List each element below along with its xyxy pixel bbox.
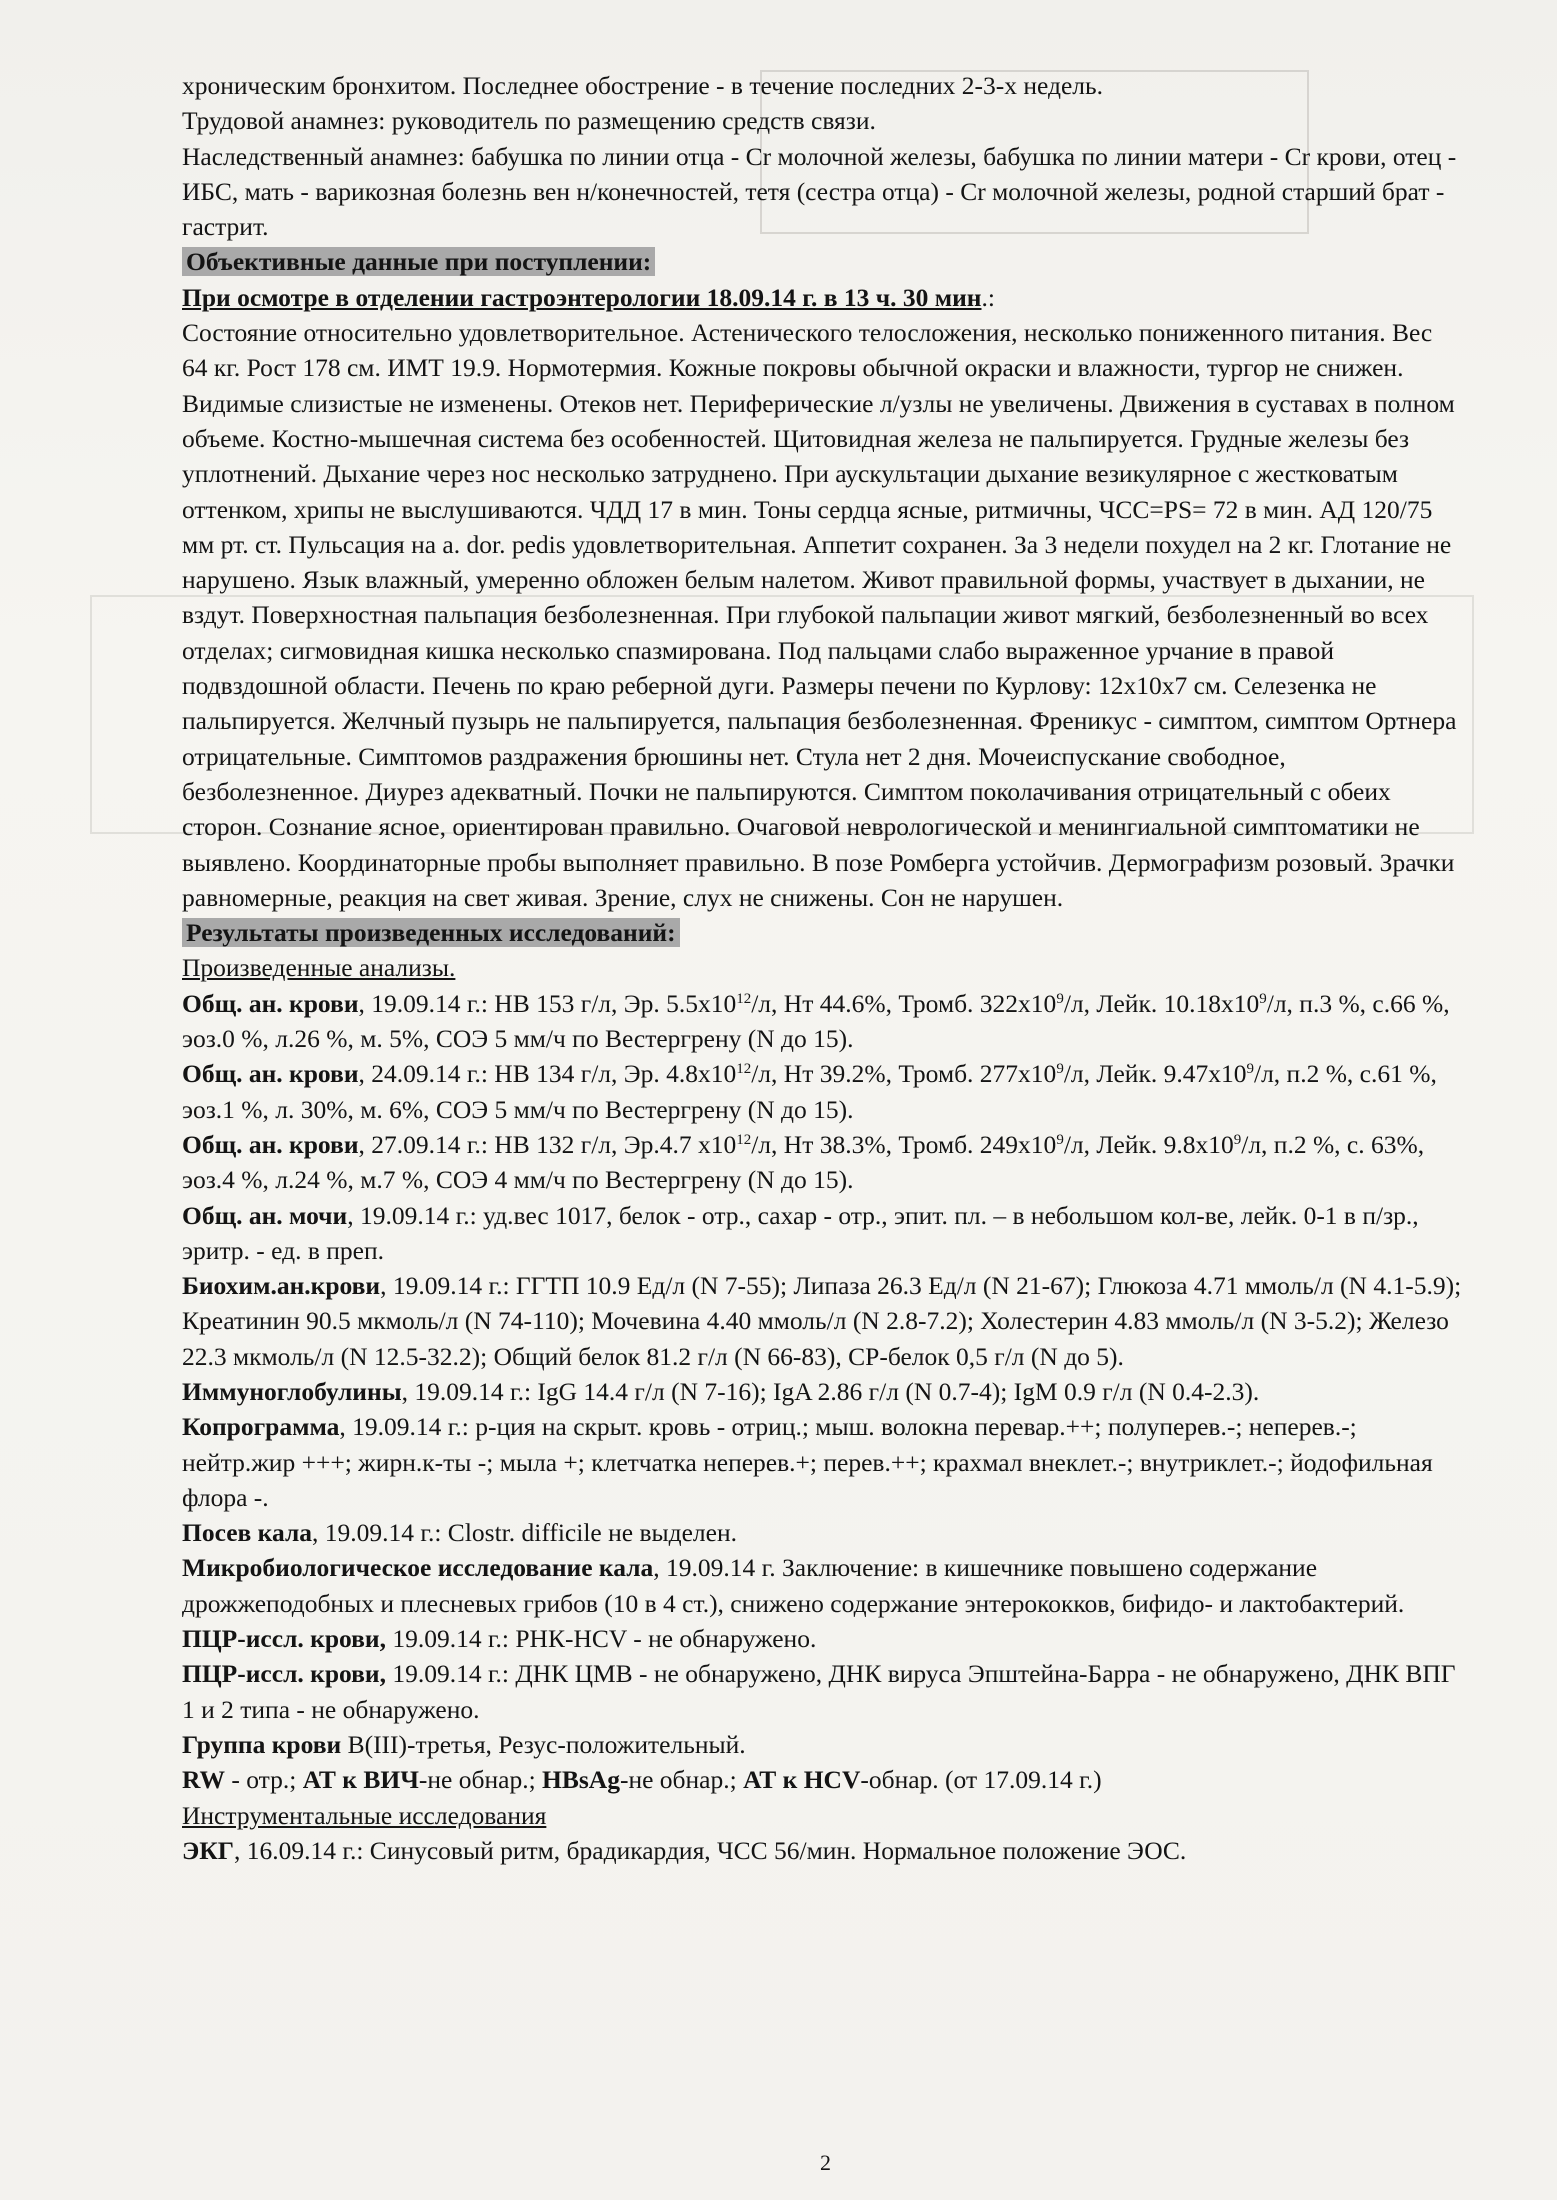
urinalysis-entry: Общ. ан. мочи, 19.09.14 г.: уд.вес 1017, белок - отр., сахар - отр., эпит. пл. – в небольшом кол-ве, лейк. 0-1 в п/зр., эритр. - ед. в преп. — [182, 1200, 1419, 1265]
section-heading-results: Результаты произведенных исследований: — [182, 918, 680, 947]
instrumental-heading: Инструментальные исследования — [182, 1800, 547, 1830]
exam-subheading: При осмотре в отделении гастроэнтерологии 18.09.14 г. в 13 ч. 30 мин — [182, 282, 982, 312]
section-heading-objective: Объективные данные при поступлении: — [182, 247, 655, 276]
coprogram-entry: Копрограмма, 19.09.14 г.: р-ция на скрыт. кровь - отриц.; мыш. волокна перевар.++; полуперев.-; неперев.-; нейтр.жир +++; жирн.к-ты -; мыла +; клетчатка неперев.+; перев.++; крахмал внеклет.-; внутриклет.-; йодофильная флора -. — [182, 1412, 1433, 1512]
biochemistry-entry: Биохим.ан.крови, 19.09.14 г.: ГГТП 10.9 Ед/л (N 7-55); Липаза 26.3 Ед/л (N 21-67); Глюкоза 4.71 ммоль/л (N 4.1-5.9); Креатинин 90.5 мкмоль/л (N 74-110); Мочевина 4.40 ммоль/л (N 2.8-7.2); Холестерин 4.83 ммоль/л (N 3-5.2); Железо 22.3 мкмоль/л (N 12.5-32.2); Общий белок 81.2 г/л (N 66-83), СР-белок 0,5 г/л (N до 5). — [182, 1271, 1462, 1371]
blood-group-entry: Группа крови В(III)-третья, Резус-положительный. — [182, 1729, 746, 1759]
page-number: 2 — [820, 2150, 831, 2175]
immunoglobulins-entry: Иммуноглобулины, 19.09.14 г.: IgG 14.4 г/л (N 7-16); IgA 2.86 г/л (N 0.7-4); IgM 0.9 г/л (N 0.4-2.3). — [182, 1376, 1260, 1406]
document-body: хроническим бронхитом. Последнее обострение - в течение последних 2-3-х недель. Трудовой анамнез: руководитель по размещению средств связи. Наследственный анамнез: бабушка по линии отца - Cr молочной железы, бабушка по линии матери - Cr крови, отец - ИБС, мать - варикозная болезнь вен н/конечностей, тетя (сестра отца) - Cr молочной железы, родной старший брат - гастрит. Объективные данные при поступлении: При осмотре в отделении гастроэнтерологии 18.09.14 г. в 13 ч. 30 мин.: Состояние относительно удовлетворительное. Астенического телосложения, несколько пониженного питания. Вес 64 кг. Рост 178 см. ИМТ 19.9. Нормотермия. Кожные покровы обычной окраски и влажности, тургор не снижен. Видимые слизистые не изменены. Отеков нет. Периферические л/узлы не увеличены. Движения в суставах в полном объеме. Костно-мышечная система без особенностей. Щитовидная железа не пальпируется. Грудные железы без уплотнений. Дыхание через нос несколько затруднено. При аускультации дыхание везикулярное с жестковатым оттенком, хрипы не выслушиваются. ЧДД 17 в мин. Тоны сердца ясные, ритмичны, ЧСС=PS= 72 в мин. АД 120/75 мм рт. ст. Пульсация на a. dor. pedis удовлетворительная. Аппетит сохранен. За 3 недели похудел на 2 кг. Глотание не нарушено. Язык влажный, умеренно обложен белым налетом. Живот правильной формы, участвует в дыхании, не вздут. Поверхностная пальпация безболезненная. При глубокой пальпации живот мягкий, безболезненный во всех отделах; сигмовидная кишка несколько спазмирована. Под пальцами слабо выраженное урчание в правой подвздошной области. Печень по краю реберной дуги. Размеры печени по Курлову: 12х10х7 см. Селезенка не пальпируется. Желчный пузырь не пальпируется, пальпация безболезненная. Френикус - симптом, симптом Ортнера отрицательные. Симптомов раздражения брюшины нет. Стула нет 2 дня. Мочеиспускание свободное, безболезненное. Диурез адекватный. Почки не пальпируются. Симптом поколачивания отрицательный с обеих сторон. Сознание ясное, ориентирован правильно. Очаговой неврологической и менингиальной симптоматики не выявлено. Координаторные пробы выполняет правильно. В позе Ромберга устойчив. Дермографизм розовый. Зрачки равномерные, реакция на свет живая. Зрение, слух не снижены. Сон не нарушен. Результаты произведенных исследований: Произведенные анализы. Общ. ан. крови, 19.09.14 г.: НВ 153 г/л, Эр. $5.5х10^{12}/л$, Нт 44.6%, Тромб. $322х10^9/л$, Лейк. $10.18х10^9/л$, п.3 %, с.66 %, эоз.0 %, л.26 %, м. 5%, СОЭ 5 мм/ч по Вестергрену (N до 15). Общ. ан. крови, 24.09.14 г.: НВ 134 г/л, Эр. $4.8х10^{12}/л$, Нт 39.2%, Тромб. $277х10^9/л$, Лейк. $9.47х10^9/л$, п.2 %, с.61 %, эоз.1 %, л. 30%, м. 6%, СОЭ 5 мм/ч по Вестергрену (N до 15). Общ. ан. крови, 27.09.14 г.: НВ 132 г/л, Эр.4.7 $х10^{12}/л$, Нт 38.3%, Тромб. $249х10^9/л$, Лейк. $9.8х10^9/л$, п.2 %, с. 63%, эоз.4 %, л.24 %, м.7 %, СОЭ 4 мм/ч по Вестергрену (N до 15). Общ. ан. мочи, 19.09.14 г.: уд.вес 1017, белок - отр., сахар - отр., эпит. пл. – в небольшом кол-ве, лейк. 0-1 в п/зр., эритр. - ед. в преп. Биохим.ан.крови, 19.09.14 г.: ГГТП 10.9 Ед/л (N 7-55); Липаза 26.3 Ед/л (N 21-67); Глюкоза 4.71 ммоль/л (N 4.1-5.9); Креатинин 90.5 мкмоль/л (N 74-110); Мочевина 4.40 ммоль/л (N 2.8-7.2); Холестерин 4.83 ммоль/л (N 3-5.2); Железо 22.3 мкмоль/л (N 12.5-32.2); Общий белок 81.2 г/л (N 66-83), СР-белок 0,5 г/л (N до 5). Иммуноглобулины, 19.09.14 г.: IgG 14.4 г/л (N 7-16); IgA 2.86 г/л (N 0.7-4); IgM 0.9 г/л (N 0.4-2.3). Копрограмма, 19.09.14 г.: р-ция на скрыт. кровь - отриц.; мыш. волокна перевар.++; полуперев.-; неперев.-; нейтр.жир +++; жирн.к-ты -; мыла +; клетчатка неперев.+; перев.++; крахмал внеклет.-; внутриклет.-; йодофильная флора -. Посев кала, 19.09.14 г.: Clostr. difficile не выделен. Микробиологическое исследование кала, 19.09.14 г. Заключение: в кишечнике повышено содержание дрожжеподобных и плесневых грибов (10 в 4 ст.), снижено содержание энтерококков, бифидо- и лактобактерий. ПЦР-иссл. крови, 19.09.14 г.: РНК-HCV - не обнаружено. ПЦР-иссл. крови, 19.09.14 г.: ДНК ЦМВ - не обнаружено, ДНК вируса Эпштейна-Барра - не обнаружено, ДНК ВПГ 1 и 2 типа - не обнаружено. Группа крови В(III)-третья, Резус-положительный. RW - отр.; АТ к ВИЧ-не обнар.; HBsAg-не обнар.; АТ к HCV-обнар. (от 17.09.14 г.) Инструментальные исследования ЭКГ, 16.09.14 г.: Синусовый ритм, брадикардия, ЧСС 56/мин. Нормальное положение ЭОС. — [182, 68, 1462, 1868]
cbc-entry-2: Общ. ан. крови, 24.09.14 г.: НВ 134 г/л, Эр. $4.8х10^{12}/л$, Нт 39.2%, Тромб. $277х10^9/л$, Лейк. $9.47х10^9/л$, п.2 %, с.61 %, эоз.1 %, л. 30%, м. 6%, СОЭ 5 мм/ч по Вестергрену (N до 15). — [182, 1059, 1437, 1124]
family-history: Наследственный анамнез: бабушка по линии отца - Cr молочной железы, бабушка по линии матери - Cr крови, отец - ИБС, мать - варикозная болезнь вен н/конечностей, тетя (сестра отца) - Cr молочной железы, родной старший брат - гастрит. — [182, 141, 1457, 242]
ecg-entry: ЭКГ, 16.09.14 г.: Синусовый ритм, брадикардия, ЧСС 56/мин. Нормальное положение ЭОС. — [182, 1835, 1187, 1865]
stool-culture-entry: Посев кала, 19.09.14 г.: Clostr. difficile не выделен. — [182, 1518, 737, 1548]
cbc-entry-3: Общ. ан. крови, 27.09.14 г.: НВ 132 г/л, Эр.4.7 $х10^{12}/л$, Нт 38.3%, Тромб. $249х10^9/л$, Лейк. $9.8х10^9/л$, п.2 %, с. 63%, эоз.4 %, л.24 %, м.7 %, СОЭ 4 мм/ч по Вестергрену (N до 15). — [182, 1129, 1425, 1195]
serology-entry: RW - отр.; АТ к ВИЧ-не обнар.; HBsAg-не обнар.; АТ к HCV-обнар. (от 17.09.14 г.) — [182, 1765, 1102, 1795]
analyses-heading: Произведенные анализы. — [182, 953, 456, 983]
cbc-entry-1: Общ. ан. крови, 19.09.14 г.: НВ 153 г/л, Эр. $5.5х10^{12}/л$, Нт 44.6%, Тромб. $322х10^9/л$, Лейк. $10.18х10^9/л$, п.3 %, с.66 %, эоз.0 %, л.26 %, м. 5%, СОЭ 5 мм/ч по Вестергрену (N до 15). — [182, 988, 1450, 1054]
pcr-entry-1: ПЦР-иссл. крови, 19.09.14 г.: РНК-HCV - не обнаружено. — [182, 1624, 817, 1654]
pcr-entry-2: ПЦР-иссл. крови, 19.09.14 г.: ДНК ЦМВ - не обнаружено, ДНК вируса Эпштейна-Барра - не обнаружено, ДНК ВПГ 1 и 2 типа - не обнаружено. — [182, 1659, 1456, 1724]
work-history: Трудовой анамнез: руководитель по размещению средств связи. — [182, 106, 876, 136]
microbiology-entry: Микробиологическое исследование кала, 19.09.14 г. Заключение: в кишечнике повышено содержание дрожжеподобных и плесневых грибов (10 в 4 ст.), снижено содержание энтерококков, бифидо- и лактобактерий. — [182, 1553, 1405, 1618]
intro-line-1: хроническим бронхитом. Последнее обострение - в течение последних 2-3-х недель. — [182, 71, 1104, 100]
objective-text: Состояние относительно удовлетворительное. Астенического телосложения, несколько пониженного питания. Вес 64 кг. Рост 178 см. ИМТ 19.9. Нормотермия. Кожные покровы обычной окраски и влажности, тургор не снижен. Видимые слизистые не изменены. Отеков нет. Периферические л/узлы не увеличены. Движения в суставах в полном объеме. Костно-мышечная система без особенностей. Щитовидная железа не пальпируется. Грудные железы без уплотнений. Дыхание через нос несколько затруднено. При аускультации дыхание везикулярное с жестковатым оттенком, хрипы не выслушиваются. ЧДД 17 в мин. Тоны сердца ясные, ритмичны, ЧСС=PS= 72 в мин. АД 120/75 мм рт. ст. Пульсация на a. dor. pedis удовлетворительная. Аппетит сохранен. За 3 недели похудел на 2 кг. Глотание не нарушено. Язык влажный, умеренно обложен белым налетом. Живот правильной формы, участвует в дыхании, не вздут. Поверхностная пальпация безболезненная. При глубокой пальпации живот мягкий, безболезненный во всех отделах; сигмовидная кишка несколько спазмирована. Под пальцами слабо выраженное урчание в правой подвздошной области. Печень по краю реберной дуги. Размеры печени по Курлову: 12х10х7 см. Селезенка не пальпируется. Желчный пузырь не пальпируется, пальпация безболезненная. Френикус - симптом, симптом Ортнера отрицательные. Симптомов раздражения брюшины нет. Стула нет 2 дня. Мочеиспускание свободное, безболезненное. Диурез адекватный. Почки не пальпируются. Симптом поколачивания отрицательный с обеих сторон. Сознание ясное, ориентирован правильно. Очаговой неврологической и менингиальной симптоматики не выявлено. Координаторные пробы выполняет правильно. В позе Ромберга устойчив. Дермографизм розовый. Зрачки равномерные, реакция на свет живая. Зрение, слух не снижены. Сон не нарушен. — [182, 318, 1457, 912]
